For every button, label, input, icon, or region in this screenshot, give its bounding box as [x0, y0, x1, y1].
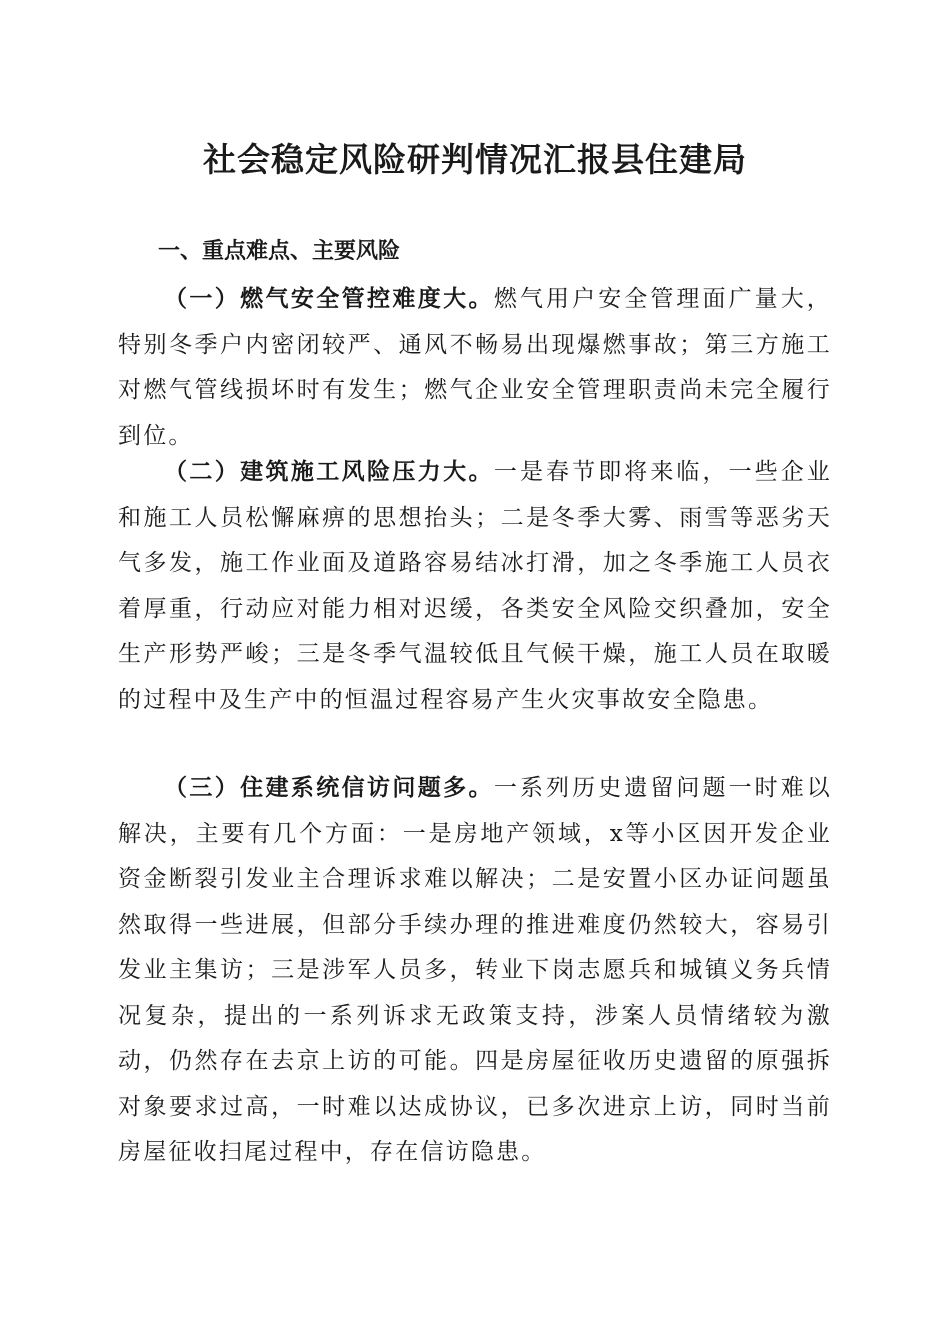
section-heading: 一、重点难点、主要风险	[158, 239, 401, 264]
paragraph-lead: （一）燃气安全管控难度大。	[164, 286, 494, 312]
paragraph-lead: （二）建筑施工风险压力大。	[164, 459, 494, 485]
paragraph-body: 一系列历史遗留问题一时难以解决，主要有几个方面：一是房地产领域，x等小区因开发企业资金断裂引发业主合理诉求难以解决；二是安置小区办证问题虽然取得一些进展，但部分手续办理的推进难度仍然较大，容易引发业主集访；三是涉军人员多，转业下岗志愿兵和城镇义务兵情况复杂，提出的一系列诉求无政策支持，涉案人员情绪较为激动，仍然存在去京上访的可能。四是房屋征收历史遗留的原强拆对象要求过高，一时难以达成协议，已多次进京上访，同时当前房屋征收扫尾过程中，存在信访隐患。	[118, 775, 832, 1165]
paragraph-body: 燃气用户安全管理面广量大，特别冬季户内密闭较严、通风不畅易出现爆燃事故；第三方施工对燃气管线损坏时有发生；燃气企业安全管理职责尚未完全履行到位。	[118, 286, 832, 449]
paragraph-lead: （三）住建系统信访问题多。	[164, 775, 494, 801]
paragraph-body: 一是春节即将来临，一些企业和施工人员松懈麻痹的思想抬头；二是冬季大雾、雨雪等恶劣天气多发，施工作业面及道路容易结冰打滑，加之冬季施工人员衣着厚重，行动应对能力相对迟缓，各类安全风险交织叠加，安全生产形势严峻；三是冬季气温较低且气候干燥，施工人员在取暖的过程中及生产中的恒温过程容易产生火灾事故安全隐患。	[118, 459, 832, 713]
paragraph-construction-risk	[118, 450, 832, 723]
paragraph-petition-issues	[118, 766, 832, 1176]
document-title: 社会稳定风险研判情况汇报县住建局	[203, 140, 747, 179]
paragraph-gas-safety	[118, 277, 832, 459]
